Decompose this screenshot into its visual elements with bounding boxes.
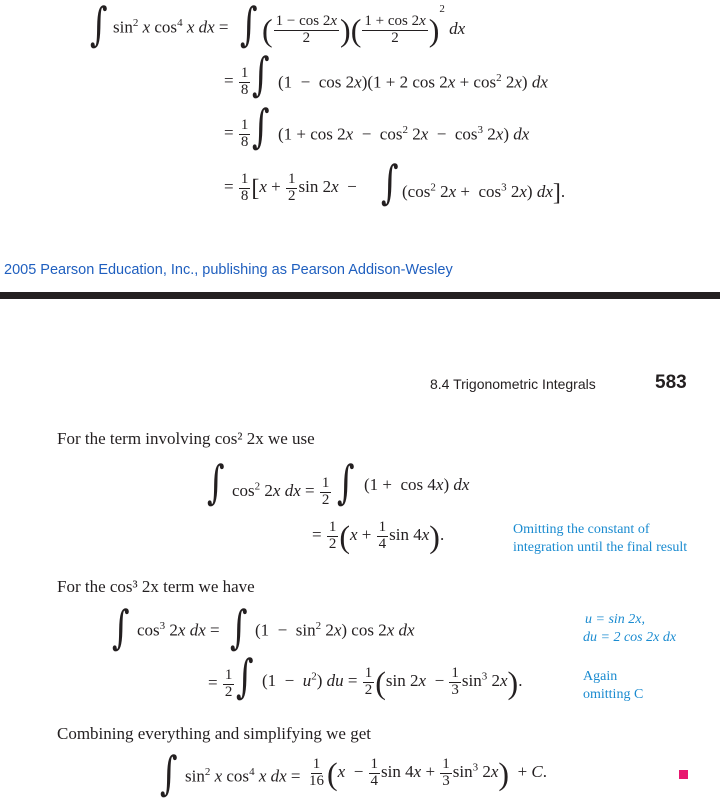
integral-sign: ∫	[230, 601, 248, 655]
integral-sign: ∫	[160, 747, 178, 801]
margin-note-substitution	[583, 611, 676, 646]
eq-line-4: = $\frac{1}{8}$ [x + $\frac{1}{2}$ sin 2x −	[224, 171, 357, 204]
integral-sign: ∫	[337, 456, 355, 510]
page-number: 583	[655, 372, 687, 393]
publisher-credit: 2005 Pearson Education, Inc., publishing as Pearson Addison-Wesley	[4, 262, 453, 278]
page-divider	[0, 292, 720, 299]
note-line: omitting C	[583, 686, 644, 702]
eq-cos2-line-1-body: (1 + cos 4x) dx	[364, 475, 470, 494]
integral-sign: ∫	[240, 0, 258, 52]
eq-cos2-line-2: = $\frac{1}{2}$ (x + $\frac{1}{4}$ sin 4x).	[312, 518, 445, 555]
margin-note-omit-constant	[513, 521, 687, 556]
integral-sign: ∫	[252, 48, 270, 102]
eq-cos3-line-2-body: $(1 - u^2)$ du = $\frac{1}{2}$ (sin 2x − $\frac{1}{3}$ $\sin^3 2x$).	[262, 664, 523, 701]
eq-cos3-line-2: = $\frac{1}{2}$	[208, 667, 233, 700]
note-line: integration until the final result	[513, 539, 688, 555]
integral-sign: ∫	[112, 601, 130, 655]
note-line: u = sin 2x,	[585, 612, 645, 627]
note-line: Again	[583, 669, 618, 684]
eq-line-1-rhs: ( $\frac{1 - \cos 2x}{2}$ )( $\frac{1 + \cos 2x}{2}$ )$^2$ dx	[262, 3, 466, 49]
section-header: 8.4 Trigonometric Integrals	[430, 376, 596, 392]
eq-cos3-line-1: $\cos^3 2x$ dx =	[137, 620, 220, 640]
note-line: du = 2 cos 2x dx	[583, 629, 677, 645]
text-combining: Combining everything and simplifying we get	[57, 724, 371, 743]
note-line: Omitting the constant of	[513, 522, 650, 537]
eq-line-3: = $\frac{1}{8}$	[224, 117, 249, 150]
margin-note-again	[583, 668, 643, 703]
text-cos2-intro: For the term involving cos² 2x we use	[57, 429, 315, 448]
eq-line-3-body: $(1 + \cos 2x - \cos^2 2x - \cos^3 2x)$ dx	[278, 124, 530, 144]
eq-line-1-lhs: $\sin^2 x$ $\cos^4 x$ dx =	[113, 17, 229, 37]
eq-line-4-body: ($\cos^2$ $2x + \cos^3 2x$) dx].	[402, 180, 566, 206]
eq-line-2-body: (1 − cos 2x)(1 + 2 $\cos 2x + \cos^2 2x$) dx	[278, 72, 548, 92]
integral-sign: ∫	[236, 650, 254, 704]
end-of-proof-mark	[679, 770, 688, 779]
integral-sign: ∫	[252, 100, 270, 154]
eq-line-2: = $\frac{1}{8}$	[224, 65, 249, 98]
text-cos3-intro: For the cos³ 2x term we have	[57, 577, 255, 596]
integral-sign: ∫	[207, 456, 225, 510]
eq-cos2-line-1: $\cos^2 2x$ dx = $\frac{1}{2}$	[232, 475, 330, 508]
integral-sign: ∫	[90, 0, 108, 52]
eq-final-lhs: $\sin^2 x$ $\cos^4 x$ dx =	[185, 766, 301, 786]
eq-cos3-line-1-body: $(1 - \sin^2 2x)$ cos 2x dx	[255, 620, 415, 640]
eq-final-rhs: $\frac{1}{16}$ (x − $\frac{1}{4}$ sin 4x + $\frac{1}{3}$ $\sin^3 2x) + C$.	[309, 755, 548, 792]
integral-sign: ∫	[381, 156, 399, 210]
